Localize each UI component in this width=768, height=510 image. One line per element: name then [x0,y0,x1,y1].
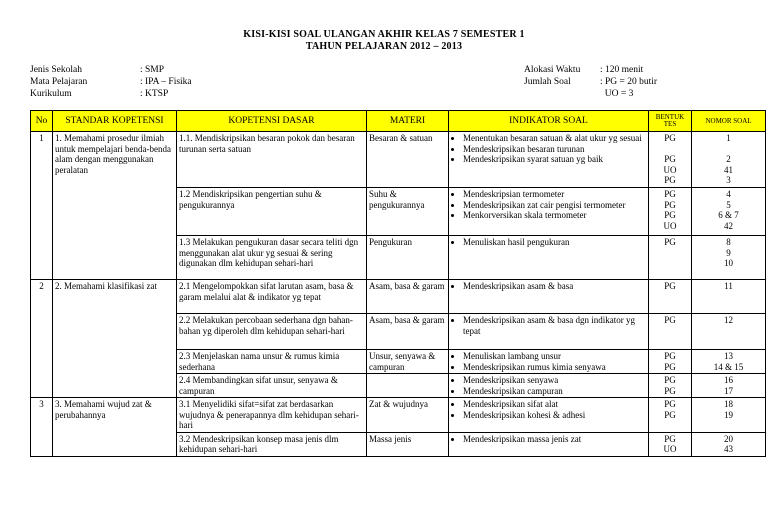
materi-cell: Asam, basa & garam [367,314,449,350]
indikator-item: • Menkorversikan skala termometer [463,210,646,221]
indikator-list [451,375,646,396]
info-row [30,76,192,88]
bentuk-tes-cell [649,188,692,236]
document-subtitle: TAHUN PELAJARAN 2012 – 2013 [305,41,463,52]
materi-cell: Unsur, senyawa & campuran [367,350,449,374]
indikator-cell [449,374,649,398]
info-row [524,64,657,76]
nomor-soal-value: 2 [726,154,731,164]
info-value: : PG = 20 butir [600,77,658,87]
indikator-list [451,399,646,420]
materi-cell: Suhu & pengukurannya [367,188,449,236]
indikator-item: • Mendeskripsikan asam & basa [463,281,646,292]
indikator-list [451,281,646,292]
indikator-cell [449,132,649,188]
header-kompetensi-dasar: KOPETENSI DASAR [177,111,367,132]
indikator-item: • Mendeskripsikan asam & basa dgn indikator yg tepat [463,315,646,336]
indikator-item: • Menuliskan lambang unsur [463,351,646,362]
bentuk-tes-cell [649,432,692,456]
bentuk-tes-cell [649,350,692,374]
indikator-item: • Mendeskripsikan massa jenis zat [463,434,646,445]
bentuk-tes-value: PG [664,361,676,372]
info-row [524,88,657,100]
indikator-list [451,189,646,221]
materi-cell: Asam, basa & garam [367,280,449,314]
info-key: Jumlah Soal [524,77,571,87]
indikator-item: • Menentukan besaran satuan & alat ukur yg sesuai [463,133,646,144]
bentuk-tes-value: PG [664,409,676,420]
bentuk-tes-value: PG [664,375,676,385]
bentuk-tes-value: PG [664,399,676,409]
indikator-list [451,133,646,165]
kompetensi-dasar-cell: 2.3 Menjelaskan nama unsur & rumus kimia sederhana [177,350,367,374]
indikator-item: • Mendeskripsikan kohesi & adhesi [463,410,646,421]
header-nomor-soal: NOMOR SOAL [692,111,766,132]
info-key: Kurikulum [30,89,72,99]
info-row [524,76,657,88]
indikator-item: • Menuliskan hasil pengukuran [463,237,646,248]
indikator-cell [449,280,649,314]
header-no: No [31,111,53,132]
nomor-soal-value: 41 [724,164,733,175]
indikator-item: • Mendeskripsikan rumus kimia senyawa [463,362,646,373]
materi-cell [367,374,449,398]
indikator-item: • Mendeskripsikan campuran [463,386,646,397]
kompetensi-dasar-cell: 3.2 Mendeskripsikan konsep masa jenis dlm kehidupan sehari-hari [177,432,367,456]
row-number-cell: 3 [31,398,53,457]
nomor-soal-value: 14 & 15 [713,361,744,372]
bentuk-tes-value: PG [664,154,676,164]
info-value: : IPA – Fisika [140,77,192,87]
bentuk-tes-cell [649,374,692,398]
nomor-soal-value: 13 [724,351,733,361]
table-row [31,132,766,188]
table-row [31,398,766,433]
materi-cell: Besaran & satuan [367,132,449,188]
kompetensi-dasar-cell: 2.2 Melakukan percobaan sederhana dgn bahan-bahan yg diperoleh dlm kehidupan sehari-hari [177,314,367,350]
nomor-soal-cell [692,314,766,350]
nomor-soal-value: 42 [724,220,733,231]
kompetensi-dasar-cell: 1.1. Mendiskripsikan besaran pokok dan besaran turunan serta satuan [177,132,367,188]
indikator-list [451,351,646,372]
bentuk-tes-cell [649,280,692,314]
indikator-item: • Mendeskripsikan besaran turunan [463,144,646,155]
indikator-cell [449,350,649,374]
nomor-soal-value: 12 [724,315,733,325]
nomor-soal-value: 16 [724,375,733,385]
nomor-soal-value: 8 [726,237,731,247]
nomor-soal-value [694,144,763,155]
kompetensi-dasar-cell: 1.2 Mendiskripsikan pengertian suhu & pengukurannya [177,188,367,236]
bentuk-tes-value: PG [664,237,676,247]
standar-kompetensi-cell: 3. Memahami wujud zat & perubahannya [53,398,177,457]
nomor-soal-value: 10 [724,258,733,268]
indikator-list [451,237,646,248]
kompetensi-dasar-cell: 3.1 Menyelidiki sifat=sifat zat berdasarkan wujudnya & penerapannya dlm kehidupan sehari-hari [177,398,367,433]
bentuk-tes-cell [649,314,692,350]
header-materi: MATERI [367,111,449,132]
info-value: : KTSP [140,89,169,99]
nomor-soal-cell [692,280,766,314]
header-indikator-soal: INDIKATOR SOAL [449,111,649,132]
bentuk-tes-value: PG [664,281,676,291]
indikator-cell [449,314,649,350]
bentuk-tes-value: PG [664,210,676,220]
document-title: KISI-KISI SOAL ULANGAN AKHIR KELAS 7 SEMESTER 1 [243,29,525,40]
nomor-soal-cell [692,132,766,188]
indikator-cell [449,236,649,280]
materi-cell: Massa jenis [367,432,449,456]
indikator-list [451,434,646,445]
nomor-soal-value: 19 [724,409,733,420]
row-number-cell: 2 [31,280,53,398]
info-key: Jenis Sekolah [30,65,82,75]
row-number-cell: 1 [31,132,53,280]
info-key [524,88,600,100]
info-row [30,88,192,100]
nomor-soal-value: 43 [724,444,733,454]
nomor-soal-value: 3 [726,175,731,185]
bentuk-tes-value: PG [664,199,676,210]
standar-kompetensi-cell: 2. Memahami klasifikasi zat [53,280,177,398]
exam-info [524,64,657,100]
bentuk-tes-value [651,144,689,155]
info-value: : 120 menit [600,65,644,75]
bentuk-tes-cell [649,132,692,188]
bentuk-tes-value: PG [664,189,676,199]
nomor-soal-value: 20 [724,433,733,444]
info-value: : SMP [140,65,165,75]
nomor-soal-value: 5 [726,199,731,210]
bentuk-tes-value: UO [663,164,677,175]
bentuk-tes-value: UO [663,220,677,231]
indikator-item: • Mendeskripsikan zat cair pengisi termometer [463,200,646,211]
info-key: Alokasi Waktu [524,65,581,75]
bentuk-tes-cell [649,236,692,280]
header-standar-kompetensi: STANDAR KOPETENSI [53,111,177,132]
bentuk-tes-value: PG [664,133,676,143]
bentuk-tes-value: PG [664,433,676,444]
nomor-soal-cell [692,374,766,398]
bentuk-tes-value: PG [664,315,676,325]
info-row [30,64,192,76]
nomor-soal-cell [692,350,766,374]
school-info [30,64,192,100]
materi-cell: Pengukuran [367,236,449,280]
nomor-soal-value: 17 [724,385,733,396]
nomor-soal-cell [692,236,766,280]
table-row [31,280,766,314]
nomor-soal-value: 4 [726,189,731,199]
info-value: UO = 3 [600,89,634,99]
kompetensi-dasar-cell: 2.1 Mengelompokkan sifat larutan asam, basa & garam melalui alat & indikator yg tepat [177,280,367,314]
nomor-soal-value: 11 [724,281,733,291]
info-key: Mata Pelajaran [30,77,88,87]
materi-cell: Zat & wujudnya [367,398,449,433]
indikator-cell [449,188,649,236]
bentuk-tes-value: PG [664,175,676,185]
indikator-list [451,315,646,336]
bentuk-tes-value: PG [664,351,676,361]
kompetensi-dasar-cell: 1.3 Melakukan pengukuran dasar secara teliti dgn menggunakan alat ukur yg sesuai & sering digunakan dlm kehidupan sehari-hari [177,236,367,280]
nomor-soal-value: 6 & 7 [718,210,739,220]
header-bentuk-tes: BENTUK TES [649,111,692,132]
indikator-item: • Mendeskripsikan sifat alat [463,399,646,410]
indikator-item: • Mendeskripsikan syarat satuan yg baik [463,154,646,165]
nomor-soal-cell [692,432,766,456]
kisi-kisi-table [30,110,766,457]
indikator-cell [449,398,649,433]
indikator-item: • Mendeskripsikan senyawa [463,375,646,386]
nomor-soal-cell [692,188,766,236]
table-header-row [31,111,766,132]
standar-kompetensi-cell: 1. Memahami prosedur ilmiah untuk mempelajari benda-benda alam dengan menggunakan peralatan [53,132,177,280]
nomor-soal-cell [692,398,766,433]
indikator-cell [449,432,649,456]
table-body [31,132,766,457]
bentuk-tes-value: UO [663,444,677,454]
bentuk-tes-value: PG [664,385,676,396]
nomor-soal-value: 18 [724,399,733,409]
indikator-item: • Mendeskripsian termometer [463,189,646,200]
nomor-soal-value: 9 [726,247,731,258]
bentuk-tes-cell [649,398,692,433]
nomor-soal-value: 1 [726,133,731,143]
kompetensi-dasar-cell: 2.4 Membandingkan sifat unsur, senyawa & campuran [177,374,367,398]
